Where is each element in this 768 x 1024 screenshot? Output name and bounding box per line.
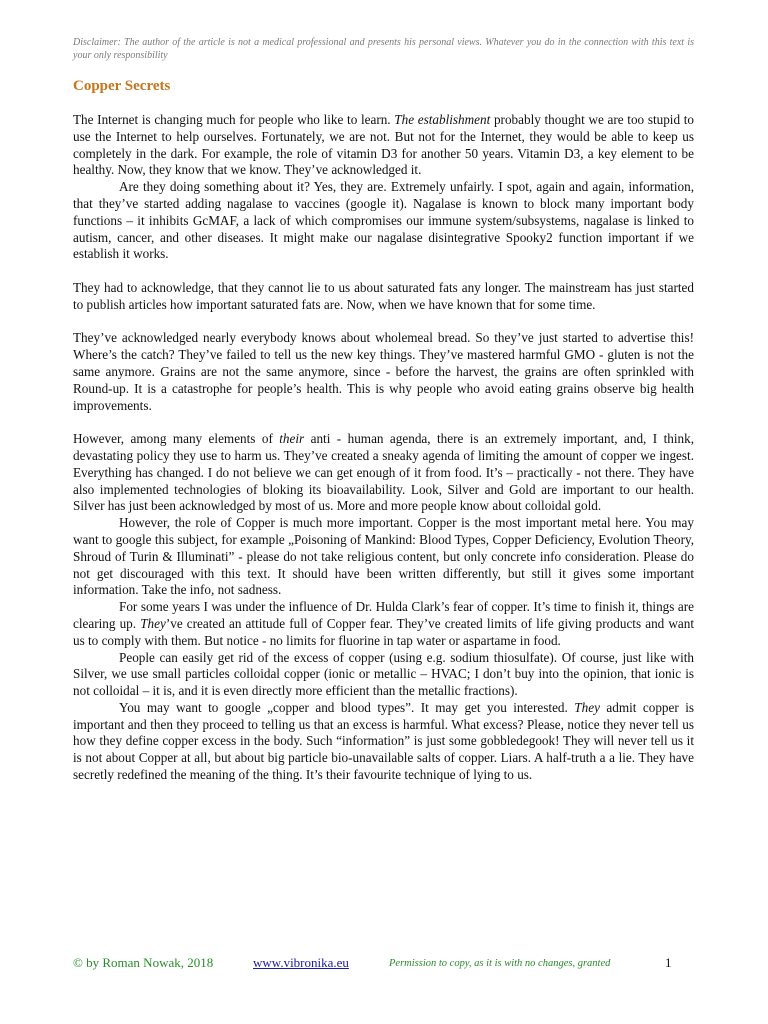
- paragraph-7: For some years I was under the influence of Dr. Hulda Clark’s fear of copper. It’s time to finish it, things are clearing up. They’ve created an attitude full of Copper fear. They’ve created limits of life giving products and want us to comply with them. But notice - no limits for fluorine in tap water or aspartame in food.: [73, 599, 695, 648]
- document-page: [73, 37, 694, 784]
- paragraph-1: The Internet is changing much for people who like to learn. The establishment probably thought we are too stupid to use the Internet to help ourselves. Fortunately, we are not. But not for the Internet, they would be able to keep us completely in the dark. For example, the role of vitamin D3 for another 50 years. Vitamin D3, a key element to be healthy. Now, they know that we know. They’ve acknowledged it.: [73, 112, 695, 178]
- paragraph-2: Are they doing something about it? Yes, they are. Extremely unfairly. I spot, again and again, information, that they’ve started adding nagalase to vaccines (google it). Nagalase is known to block many important body functions – it inhibits GcMAF, a lack of which compromises our immune system/subsystems, nagalase is linked to autism, cancer, and other diseases. It might make our nagalase disintegrative Spooky2 function important if we establish it works.: [73, 179, 694, 262]
- footer-permission-note: Permission to copy, as it is with no changes, granted: [389, 958, 611, 969]
- footer-website-link[interactable]: www.vibronika.eu: [253, 955, 349, 970]
- article-title: Copper Secrets: [73, 78, 171, 94]
- article-body: [73, 112, 694, 784]
- paragraph-5: However, among many elements of their anti - human agenda, there is an extremely important, and, I think, devastating policy they use to harm us. They’ve created a sneaky agenda of limiting the amount of copper we ingest. Everything has changed. I do not believe we can get enough of it from food. It’s – practically - not there. They have also implemented technologies of bloking its bioavailability. Look, Silver and Gold are important to our health. Silver has just been acknowledged by most of us. More and more people know about colloidal gold.: [73, 431, 694, 514]
- page-number: 1: [665, 955, 672, 970]
- paragraph-3: They had to acknowledge, that they cannot lie to us about saturated fats any longer. The mainstream has just started to publish articles how important saturated fats are. Now, when we have known that for some time.: [73, 279, 694, 312]
- paragraph-9: You may want to google „copper and blood types”. It may get you interested. They admit copper is important and then they proceed to telling us that an excess is harmful. What excess? Please, notice they never tell us how they define copper excess in the body. Such “information” is just some gobbledegook! They will never tell us it is not about Copper at all, but about big particle bio-unavailable salts of copper. Liars. A half-truth a a lie. They have secretly redefined the meaning of the thing. It’s their favourite technique of lying to us.: [73, 699, 694, 783]
- footer-copyright: © by Roman Nowak, 2018: [73, 955, 214, 970]
- paragraph-4: They’ve acknowledged nearly everybody knows about wholemeal bread. So they’ve just started to advertise this! Where’s the catch? They’ve failed to tell us the new key things. They’ve mastered harmful GMO - gluten is not the same anymore. Grains are not the same anymore, since - before the harvest, the grains are often sprinkled with Round-up. It is a catastrophe for people’s health. This is why people who avoid eating grains observe big health improvements.: [73, 330, 694, 413]
- page-footer: [73, 955, 694, 973]
- paragraph-6: However, the role of Copper is much more important. Copper is the most important metal here. You may want to google this subject, for example „Poisoning of Mankind: Blood Types, Copper Deficiency, Evolution Theory, Shroud of Turin & Illuminati” - please do not take religious content, but only concrete info consideration. Please do not get discouraged with this text. It should have been written differently, but still it gives some important information. Take the info, not sadness.: [73, 515, 694, 598]
- paragraph-8: People can easily get rid of the excess of copper (using e.g. sodium thiosulfate). Of course, just like with Silver, we use small particles colloidal copper (ionic or metallic – HVAC; I don’t buy into the opinion, that ionic is not colloidal – it is, and it is even directly more efficient than the metallic fractions).: [73, 649, 694, 699]
- disclaimer-text: Disclaimer: The author of the article is not a medical professional and presents his personal views. Whatever you do in the connection with this text is your only responsibility: [73, 37, 694, 61]
